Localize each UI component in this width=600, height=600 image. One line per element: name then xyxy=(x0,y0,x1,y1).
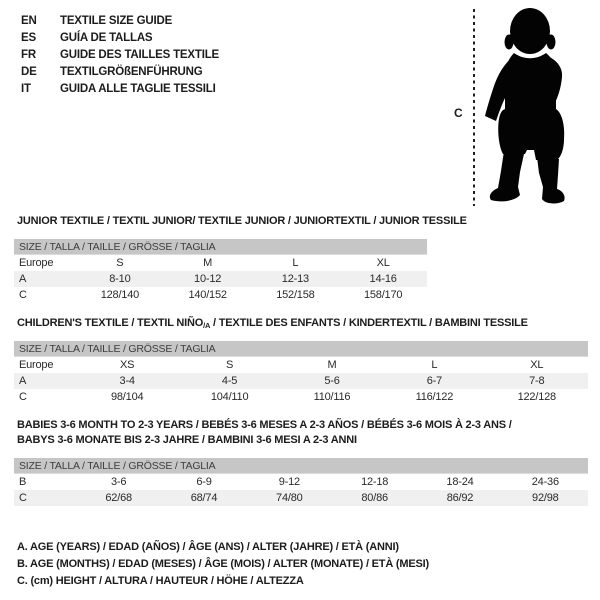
table-row xyxy=(14,474,588,490)
value-cell: 3-4 xyxy=(119,375,135,387)
row-label-cell: Europe xyxy=(19,359,54,371)
language-title: GUIDE DES TAILLES TEXTILE xyxy=(60,48,219,61)
table-row xyxy=(14,357,588,373)
value-cell: 104/110 xyxy=(210,391,249,403)
language-code: FR xyxy=(21,48,36,61)
value-cell: 12-13 xyxy=(281,273,309,285)
language-row xyxy=(21,46,219,63)
baby-leg-left xyxy=(490,151,524,201)
language-title-block xyxy=(21,12,219,98)
value-cell: 128/140 xyxy=(100,289,140,301)
section-title-children-pre: CHILDREN'S TEXTILE / TEXTIL NIÑO xyxy=(17,317,204,329)
size-header-bar: SIZE / TALLA / TAILLE / GRÖSSE / TAGLIA xyxy=(14,239,427,255)
baby-leg-right xyxy=(537,157,565,203)
language-code: EN xyxy=(21,14,37,27)
value-cell: 5-6 xyxy=(324,375,340,387)
value-cell: 7-8 xyxy=(529,375,545,387)
table-row xyxy=(14,271,427,287)
measurement-legend xyxy=(17,539,429,589)
value-cell: XL xyxy=(376,257,390,269)
value-cell: 6-9 xyxy=(196,476,212,488)
table-row xyxy=(14,287,427,303)
language-row xyxy=(21,29,219,46)
row-label-cell: A xyxy=(19,273,27,285)
value-cell: M xyxy=(327,359,337,371)
value-cell: L xyxy=(292,257,299,269)
table-row xyxy=(14,490,588,506)
value-cell: 18-24 xyxy=(446,476,474,488)
value-cell: 80/86 xyxy=(361,492,388,504)
value-cell: 12-18 xyxy=(361,476,389,488)
language-row xyxy=(21,64,219,81)
baby-head xyxy=(510,8,550,54)
value-cell: 24-36 xyxy=(531,476,559,488)
height-measure-label: C xyxy=(454,106,463,120)
section-title-children-subscript: /A xyxy=(203,321,211,330)
table-row xyxy=(14,389,588,405)
value-cell: 68/74 xyxy=(190,492,218,504)
row-label-cell: C xyxy=(19,492,27,504)
size-table-junior xyxy=(14,239,427,303)
legend-line-a: A. AGE (YEARS) / EDAD (AÑOS) / ÂGE (ANS) / ALTER (JAHRE) / ETÀ (ANNI) xyxy=(17,541,399,553)
value-cell: M xyxy=(203,257,213,269)
language-code: DE xyxy=(21,66,37,79)
value-cell: XS xyxy=(120,359,135,371)
value-cell: 92/98 xyxy=(532,492,559,504)
row-label-cell: B xyxy=(19,476,27,488)
section-title-junior: JUNIOR TEXTILE / TEXTIL JUNIOR/ TEXTILE JUNIOR / JUNIORTEXTIL / JUNIOR TESSILE xyxy=(17,215,467,227)
section-title-children-post: / TEXTILE DES ENFANTS / KINDERTEXTIL / BAMBINI TESSILE xyxy=(210,317,528,329)
value-cell: 140/152 xyxy=(188,289,227,301)
section-title-children xyxy=(17,317,528,330)
size-table-babies xyxy=(14,458,588,506)
value-cell: S xyxy=(226,359,234,371)
value-cell: 9-12 xyxy=(278,476,300,488)
size-header-bar: SIZE / TALLA / TAILLE / GRÖSSE / TAGLIA xyxy=(14,341,588,357)
value-cell: S xyxy=(116,257,124,269)
value-cell: 158/170 xyxy=(363,289,403,301)
table-row xyxy=(14,373,588,389)
language-row xyxy=(21,81,219,98)
value-cell: 14-16 xyxy=(369,273,397,285)
baby-ear-left xyxy=(505,35,514,50)
value-cell: 98/104 xyxy=(110,391,144,403)
value-cell: 3-6 xyxy=(111,476,127,488)
table-row xyxy=(14,255,427,271)
language-title: TEXTILE SIZE GUIDE xyxy=(60,14,173,27)
value-cell: XL xyxy=(530,359,544,371)
value-cell: 152/158 xyxy=(276,289,315,301)
language-code: ES xyxy=(21,31,36,44)
value-cell: 110/116 xyxy=(313,391,351,403)
children-table xyxy=(14,357,588,405)
size-table-children xyxy=(14,341,588,405)
language-title: GUÍA DE TALLAS xyxy=(60,31,153,44)
value-cell: 62/68 xyxy=(105,492,132,504)
language-row xyxy=(21,12,219,29)
row-label-cell: A xyxy=(19,375,27,387)
value-cell: L xyxy=(431,359,438,371)
junior-table xyxy=(14,255,427,303)
value-cell: 4-5 xyxy=(221,375,238,387)
baby-ear-right xyxy=(547,35,556,50)
language-title: TEXTILGRÖßENFÜHRUNG xyxy=(60,66,203,79)
babies-table xyxy=(14,474,588,506)
value-cell: 122/128 xyxy=(517,391,556,403)
value-cell: 8-10 xyxy=(109,273,131,285)
height-dashed-line xyxy=(473,9,475,206)
row-label-cell: C xyxy=(19,391,27,403)
value-cell: 10-12 xyxy=(194,273,222,285)
value-cell: 116/122 xyxy=(415,391,454,403)
row-label-cell: C xyxy=(19,289,27,301)
legend-line-c: C. (cm) HEIGHT / ALTURA / HAUTEUR / HÖHE / ALTEZZA xyxy=(17,574,304,587)
baby-silhouette-icon xyxy=(477,4,595,212)
legend-line-b: B. AGE (MONTHS) / EDAD (MESES) / ÂGE (MOIS) / ALTER (MONATE) / ETÀ (MESI) xyxy=(17,557,429,570)
language-title: GUIDA ALLE TAGLIE TESSILI xyxy=(60,83,216,96)
section-title-babies-line2: BABYS 3-6 MONATE BIS 2-3 JAHRE / BAMBINI 3-6 MESI A 2-3 ANNI xyxy=(17,434,357,446)
value-cell: 86/92 xyxy=(446,492,474,504)
language-code: IT xyxy=(21,83,31,96)
size-header-bar: SIZE / TALLA / TAILLE / GRÖSSE / TAGLIA xyxy=(14,458,588,474)
value-cell: 74/80 xyxy=(276,492,303,504)
section-title-babies-line1: BABIES 3-6 MONTH TO 2-3 YEARS / BEBÉS 3-6 MESES A 2-3 AÑOS / BÉBÉS 3-6 MOIS À 2-3 ANS / xyxy=(17,419,512,431)
value-cell: 6-7 xyxy=(426,375,443,387)
row-label-cell: Europe xyxy=(19,257,54,269)
